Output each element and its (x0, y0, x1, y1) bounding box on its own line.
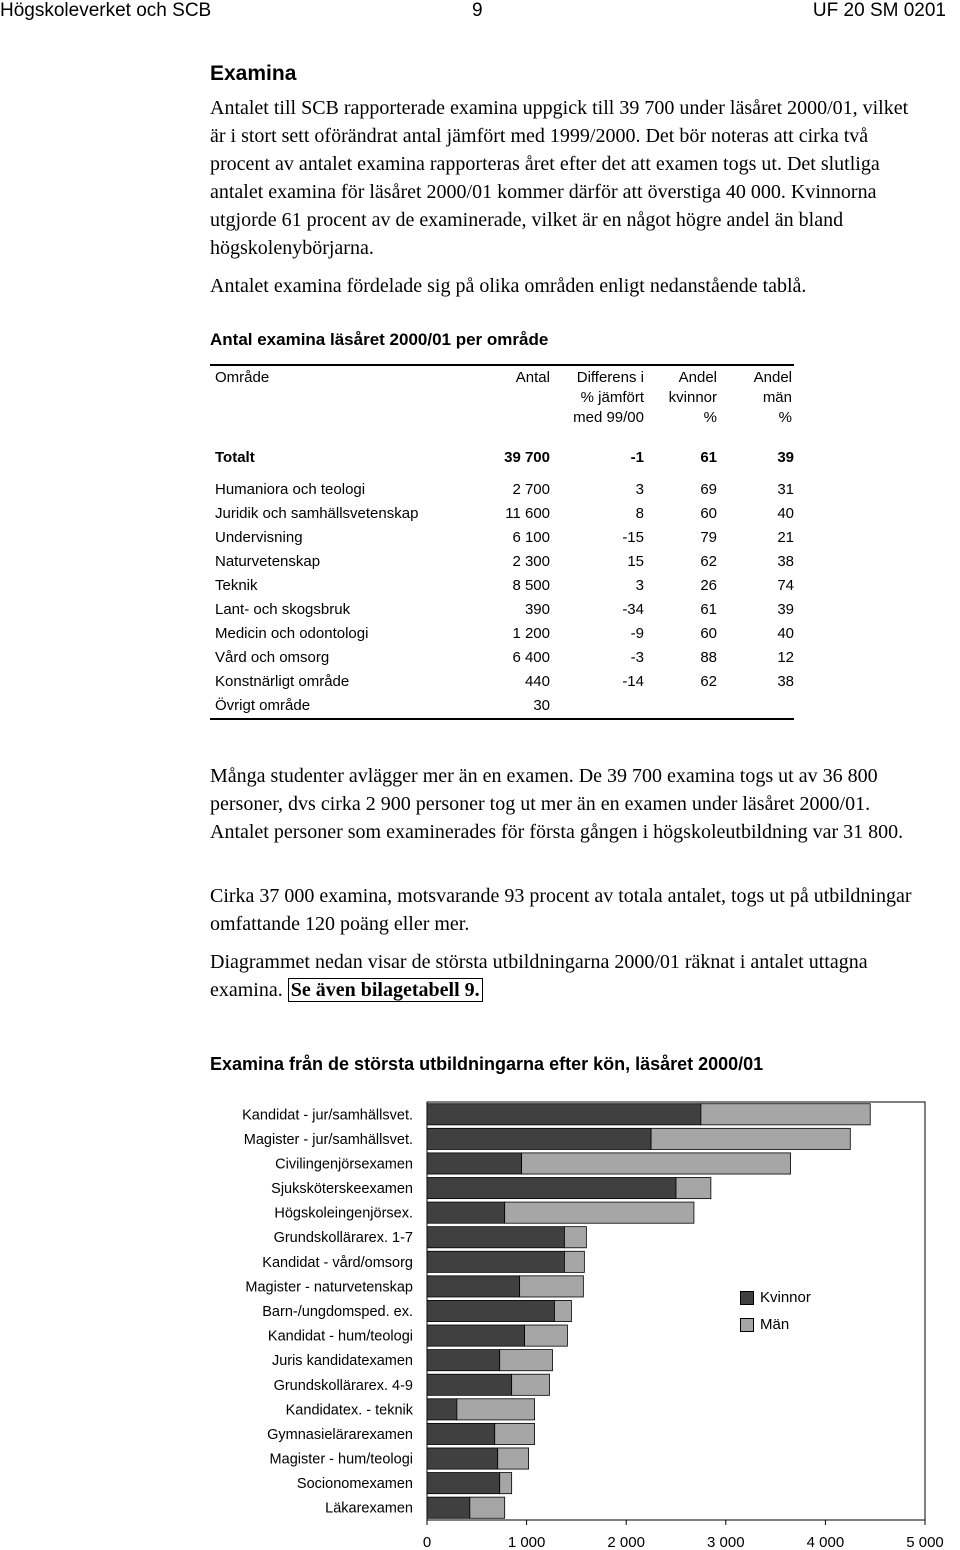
x-tick-label: 2 000 (607, 1534, 645, 1550)
paragraph-1: Antalet till SCB rapporterade examina uppgick till 39 700 under läsåret 2000/01, vilket är i stort sett oförändrat antal jämfört med 1999/2000. Det bör noteras att cirka två procent av antalet examina rapporteras året efter det att examen togs ut. Det slutliga antalet examina för läsåret 2000/01 kommer därför att överstiga 40 000. Kvinnorna utgjorde 61 procent av de examinerade, vilket är en något högre andel än bland högskolenybörjarna. (210, 97, 909, 259)
cell: 79 (700, 528, 717, 546)
bar-man (500, 1350, 553, 1371)
cell: 8 (635, 504, 644, 522)
category-label: Juris kandidatexamen (271, 1353, 413, 1370)
category-label: Högskoleingenjörsex. (274, 1205, 413, 1222)
cell: 40 (777, 624, 794, 642)
cell: 2 700 (512, 480, 550, 498)
bar-kvinnor (427, 1128, 651, 1149)
bar-kvinnor (427, 1350, 500, 1371)
cell: 1 200 (512, 624, 550, 642)
cell: Övrigt område (215, 696, 311, 714)
cell: 21 (777, 528, 794, 546)
appendix-link[interactable]: Se även bilagetabell 9. (288, 978, 483, 1002)
bar-man (457, 1399, 535, 1420)
category-label: Gymnasielärarexamen (267, 1426, 413, 1443)
cell: 39 700 (504, 448, 550, 466)
bar-man (554, 1300, 571, 1321)
cell: 2 300 (512, 552, 550, 570)
x-tick-label: 1 000 (507, 1534, 546, 1550)
cell: Naturvetenskap (215, 552, 321, 570)
col-header-andel-man: Andel män % (753, 369, 792, 426)
section-title: Examina (210, 62, 297, 85)
cell: 15 (627, 552, 644, 570)
bar-kvinnor (427, 1177, 676, 1198)
bar-man (505, 1202, 694, 1223)
legend-item-kvinnor (740, 1289, 811, 1306)
cell: Totalt (215, 448, 255, 466)
paragraph-3: Många studenter avlägger mer än en examen. De 39 700 examina togs ut av 36 800 personer, dvs cirka 2 900 personer tog ut mer än en examen under läsåret 2000/01. Antalet personer som examinerades för första gången i högskoleutbildning var 31 800. (210, 765, 904, 843)
cell: 31 (777, 480, 794, 498)
bar-kvinnor (427, 1423, 495, 1444)
bar-man (470, 1497, 505, 1518)
x-tick-label: 0 (422, 1534, 432, 1550)
cell: Teknik (215, 576, 258, 594)
cell: 39 (777, 600, 794, 618)
cell: 30 (533, 696, 550, 714)
cell: Konstnärligt område (215, 672, 350, 690)
category-label: Sjuksköterskeexamen (271, 1181, 413, 1198)
chart-title: Examina från de största utbildningarna efter kön, läsåret 2000/01 (210, 1054, 764, 1074)
cell: Undervisning (215, 528, 303, 546)
col-header-andel-kvinnor: Andel kvinnor % (668, 369, 717, 426)
cell: 3 (635, 480, 644, 498)
category-label: Kandidatex. - teknik (285, 1402, 413, 1419)
x-tick-label: 4 000 (806, 1534, 845, 1550)
cell: 62 (700, 672, 717, 690)
x-tick-label: 3 000 (707, 1534, 745, 1550)
bar-kvinnor (427, 1227, 564, 1248)
category-label: Magister - naturvetenskap (245, 1279, 413, 1296)
bar-man (498, 1448, 529, 1469)
cell: 60 (700, 624, 717, 642)
bar-kvinnor (427, 1497, 470, 1518)
cell: 440 (524, 672, 550, 690)
cell: -15 (622, 528, 644, 546)
bar-kvinnor (427, 1399, 457, 1420)
bar-man (676, 1177, 711, 1198)
bar-man (651, 1128, 850, 1149)
cell: 40 (777, 504, 794, 522)
table-title: Antal examina läsåret 2000/01 per område (210, 330, 549, 349)
category-label: Magister - jur/samhällsvet. (243, 1131, 413, 1148)
x-tick-label: 5 000 (906, 1534, 944, 1550)
cell: 62 (700, 552, 717, 570)
paragraph-2: Antalet examina fördelade sig på olika områden enligt nedanstående tablå. (210, 275, 807, 297)
cell: 12 (777, 648, 794, 666)
cell: 61 (700, 600, 717, 618)
bar-kvinnor (427, 1448, 498, 1469)
legend-label-kvinnor: Kvinnor (760, 1289, 811, 1306)
legend-item-man (740, 1316, 789, 1333)
cell: -9 (630, 624, 644, 642)
bar-kvinnor (427, 1202, 505, 1223)
bar-man (512, 1374, 550, 1395)
bar-man (520, 1276, 584, 1297)
cell: 38 (777, 672, 794, 690)
bar-man (701, 1104, 870, 1125)
cell: 6 400 (512, 648, 550, 666)
col-header-omrade: Område (215, 369, 270, 386)
col-header-differens: Differens i % jämfört med 99/00 (573, 369, 644, 426)
category-label: Läkarexamen (325, 1500, 413, 1517)
bar-man (525, 1325, 568, 1346)
cell: 88 (700, 648, 717, 666)
bar-kvinnor (427, 1374, 512, 1395)
bar-man (500, 1473, 512, 1494)
paragraph-4: Cirka 37 000 examina, motsvarande 93 procent av totala antalet, togs ut på utbildningar omfattande 120 poäng eller mer. (210, 885, 912, 935)
header-left: Högskoleverket och SCB (0, 0, 212, 21)
bar-kvinnor (427, 1300, 554, 1321)
bar-kvinnor (427, 1104, 701, 1125)
cell: 74 (777, 576, 794, 594)
cell: 8 500 (512, 576, 550, 594)
cell: Vård och omsorg (215, 648, 330, 666)
category-label: Grundskollärarex. 1-7 (273, 1230, 413, 1247)
bar-kvinnor (427, 1276, 520, 1297)
header-right: UF 20 SM 0201 (812, 0, 946, 21)
legend-label-man: Män (760, 1316, 790, 1333)
cell: 26 (700, 576, 717, 594)
cell: 11 600 (505, 504, 550, 522)
category-label: Civilingenjörsexamen (275, 1156, 413, 1173)
category-label: Magister - hum/teologi (269, 1451, 413, 1468)
cell: 6 100 (512, 528, 550, 546)
cell: Humaniora och teologi (215, 480, 366, 498)
bar-man (495, 1423, 535, 1444)
page-number: 9 (472, 0, 483, 21)
legend-swatch-man (740, 1318, 754, 1332)
col-header-antal: Antal (515, 369, 550, 386)
cell: Medicin och odontologi (215, 624, 369, 642)
bar-man (564, 1227, 586, 1248)
cell: -34 (622, 600, 644, 618)
cell: 39 (777, 448, 794, 466)
cell: Juridik och samhällsvetenskap (215, 504, 419, 522)
cell: 390 (524, 600, 550, 618)
category-label: Kandidat - jur/samhällsvet. (242, 1107, 413, 1124)
bar-kvinnor (427, 1251, 564, 1272)
cell: -3 (630, 648, 644, 666)
category-label: Kandidat - vård/omsorg (262, 1254, 413, 1271)
bar-kvinnor (427, 1153, 522, 1174)
cell: -1 (630, 448, 644, 466)
category-label: Kandidat - hum/teologi (267, 1328, 413, 1345)
bar-kvinnor (427, 1325, 525, 1346)
category-label: Socionomexamen (296, 1476, 413, 1493)
category-label: Grundskollärarex. 4-9 (273, 1377, 413, 1394)
cell: Lant- och skogsbruk (215, 600, 351, 618)
cell: 69 (700, 480, 717, 498)
bar-man (564, 1251, 584, 1272)
cell: -14 (622, 672, 644, 690)
cell: 61 (700, 448, 717, 466)
bar-kvinnor (427, 1473, 500, 1494)
category-label: Barn-/ungdomsped. ex. (262, 1304, 413, 1320)
cell: 60 (700, 504, 717, 522)
paragraph-5-text: Diagrammet nedan visar de största utbildningarna 2000/01 räknat i antalet uttagna examina. (210, 951, 868, 1001)
cell: 38 (777, 552, 794, 570)
legend-swatch-kvinnor (740, 1291, 754, 1305)
cell: 3 (635, 576, 644, 594)
bar-man (522, 1153, 791, 1174)
